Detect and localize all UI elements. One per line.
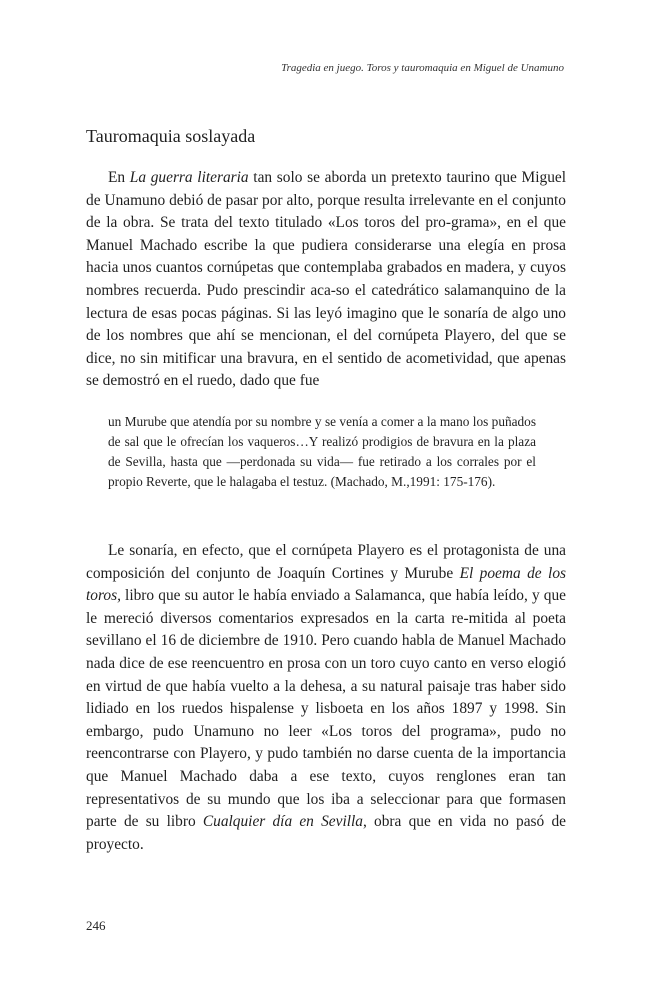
block-quote (108, 412, 536, 492)
book-title-italic: La guerra literaria (129, 169, 249, 186)
book-title-italic: Cualquier día en Sevilla (202, 813, 363, 831)
section-title: Tauromaquia soslayada (86, 126, 256, 146)
paragraph-text: libro que su autor le había enviado a Salamanca, que había leído, y que le mereció diversos comentarios expresados en la carta re-mitida al poeta sevillano el 16 de diciembre de 1910. Pero cuando habla de Manuel Machado nada dice de ese reencuentro en prosa con un toro cuyo canto en verso elogió en virtud de que había vuelto a la dehesa, a su natural paisaje tras haber sido lidiado en los ruedos hispalense y lisboeta en los años 1897 y 1998. Sin embargo, pudo Unamuno no leer «Los toros del programa», pudo no reencontrarse con Playero, y pudo también no darse cuenta de la importancia que Manuel Machado daba a ese texto, cuyos renglones eran tan representativos de su mundo que los iba a seleccionar para que formasen parte de su libro (86, 587, 566, 831)
paragraph-text: En (108, 169, 130, 186)
quote-text: un Murube que atendía por su nombre y se venía a comer a la mano los puñados de sal que le ofrecían los vaqueros…Y realizó prodigios de bravura en la plaza de Sevilla, hasta que —perdonada su vida— fue retirado a los corrales por el propio Reverte, que le halagaba el testuz. (Machado, M.,1991: 175-176). (108, 414, 536, 489)
page-number: 246 (86, 918, 106, 933)
book-title-italic: El poema de los toros, (86, 564, 567, 605)
paragraph-text: Le sonaría, en efecto, que el cornúpeta Playero es el protagonista de una composición del conjunto de Joaquín Cortines y Murube (86, 542, 566, 582)
body-paragraph-1 (86, 167, 566, 393)
paragraph-text: tan solo se aborda un pretexto taurino que Miguel de Unamuno debió de pasar por alto, porque resulta irrelevante en el conjunto de la obra. Se trata del texto titulado «Los toros del pro-grama», en el que Manuel Machado escribe la que pudiera considerarse una elegía en prosa hacia unos cuantos cornúpetas que contemplaba grabados en madera, y cuyos nombres recuerda. Pudo prescindir aca-so el catedrático salamanquino de la lectura de esas pocas páginas. Si las leyó imagino que le sonaría de algo uno de los nombres que ahí se mencionan, el del cornúpeta Playero, del que se dice, no sin mitificar una bravura, en el sentido de acometividad, que apenas se demostró en el ruedo, dado que fue (86, 169, 566, 390)
body-paragraph-2 (86, 540, 566, 856)
paragraph-text: , obra que en vida no pasó de proyecto. (86, 813, 566, 853)
running-header: Tragedia en juego. Toros y tauromaquia en Miguel de Unamuno (281, 62, 564, 74)
